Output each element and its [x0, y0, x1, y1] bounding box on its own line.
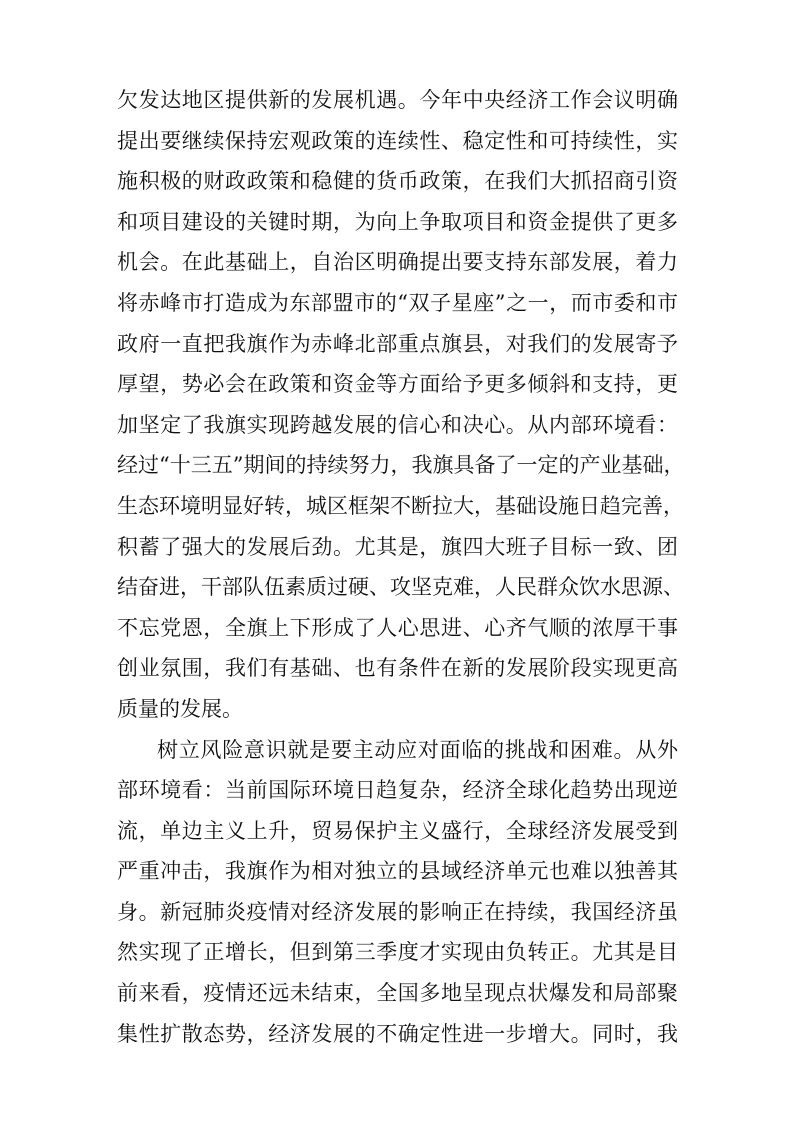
text-line: 施积极的财政政策和稳健的货币政策，在我们大抓招商引资	[117, 169, 678, 194]
text-line: 树立风险意识就是要主动应对面临的挑战和困难。从外	[157, 737, 678, 762]
text-line: 机会。在此基础上，自治区明确提出要支持东部发展，着力	[117, 250, 678, 275]
document-page	[117, 80, 685, 1054]
text-line: 积蓄了强大的发展后劲。尤其是，旗四大班子目标一致、团	[117, 534, 678, 559]
text-line: 流，单边主义上升，贸易保护主义盛行，全球经济发展受到	[117, 818, 678, 843]
text-line: 创业氛围，我们有基础、也有条件在新的发展阶段实现更高	[117, 656, 678, 681]
text-line: 然实现了正增长，但到第三季度才实现由负转正。尤其是目	[117, 940, 678, 965]
text-line: 结奋进，干部队伍素质过硬、攻坚克难，人民群众饮水思源、	[117, 575, 684, 600]
text-line: 集性扩散态势，经济发展的不确定性进一步增大。同时，我	[117, 1021, 678, 1046]
text-line: 加坚定了我旗实现跨越发展的信心和决心。从内部环境看：	[117, 412, 678, 437]
text-line: 前来看，疫情还远未结束，全国多地呈现点状爆发和局部聚	[117, 981, 678, 1006]
text-line: 质量的发展。	[117, 696, 243, 721]
text-line: 将赤峰市打造成为东部盟市的“双子星座”之一，而市委和市	[117, 290, 678, 315]
text-line: 政府一直把我旗作为赤峰北部重点旗县，对我们的发展寄予	[117, 331, 678, 356]
text-line: 不忘党恩，全旗上下形成了人心思进、心齐气顺的浓厚干事	[117, 615, 678, 640]
text-line: 提出要继续保持宏观政策的连续性、稳定性和可持续性，实	[117, 128, 678, 153]
text-line: 欠发达地区提供新的发展机遇。今年中央经济工作会议明确	[117, 88, 678, 112]
paragraph	[117, 80, 685, 730]
text-line: 经过“十三五”期间的持续努力，我旗具备了一定的产业基础，	[117, 453, 685, 478]
text-line: 部环境看：当前国际环境日趋复杂，经济全球化趋势出现逆	[117, 778, 678, 803]
text-line: 严重冲击，我旗作为相对独立的县域经济单元也难以独善其	[117, 859, 678, 884]
text-line: 和项目建设的关键时期，为向上争取项目和资金提供了更多	[117, 209, 678, 234]
text-line: 生态环境明显好转，城区框架不断拉大，基础设施日趋完善，	[117, 493, 684, 518]
paragraph	[117, 730, 678, 1055]
text-line: 厚望，势必会在政策和资金等方面给予更多倾斜和支持，更	[117, 372, 678, 397]
text-line: 身。新冠肺炎疫情对经济发展的影响正在持续，我国经济虽	[117, 899, 678, 924]
